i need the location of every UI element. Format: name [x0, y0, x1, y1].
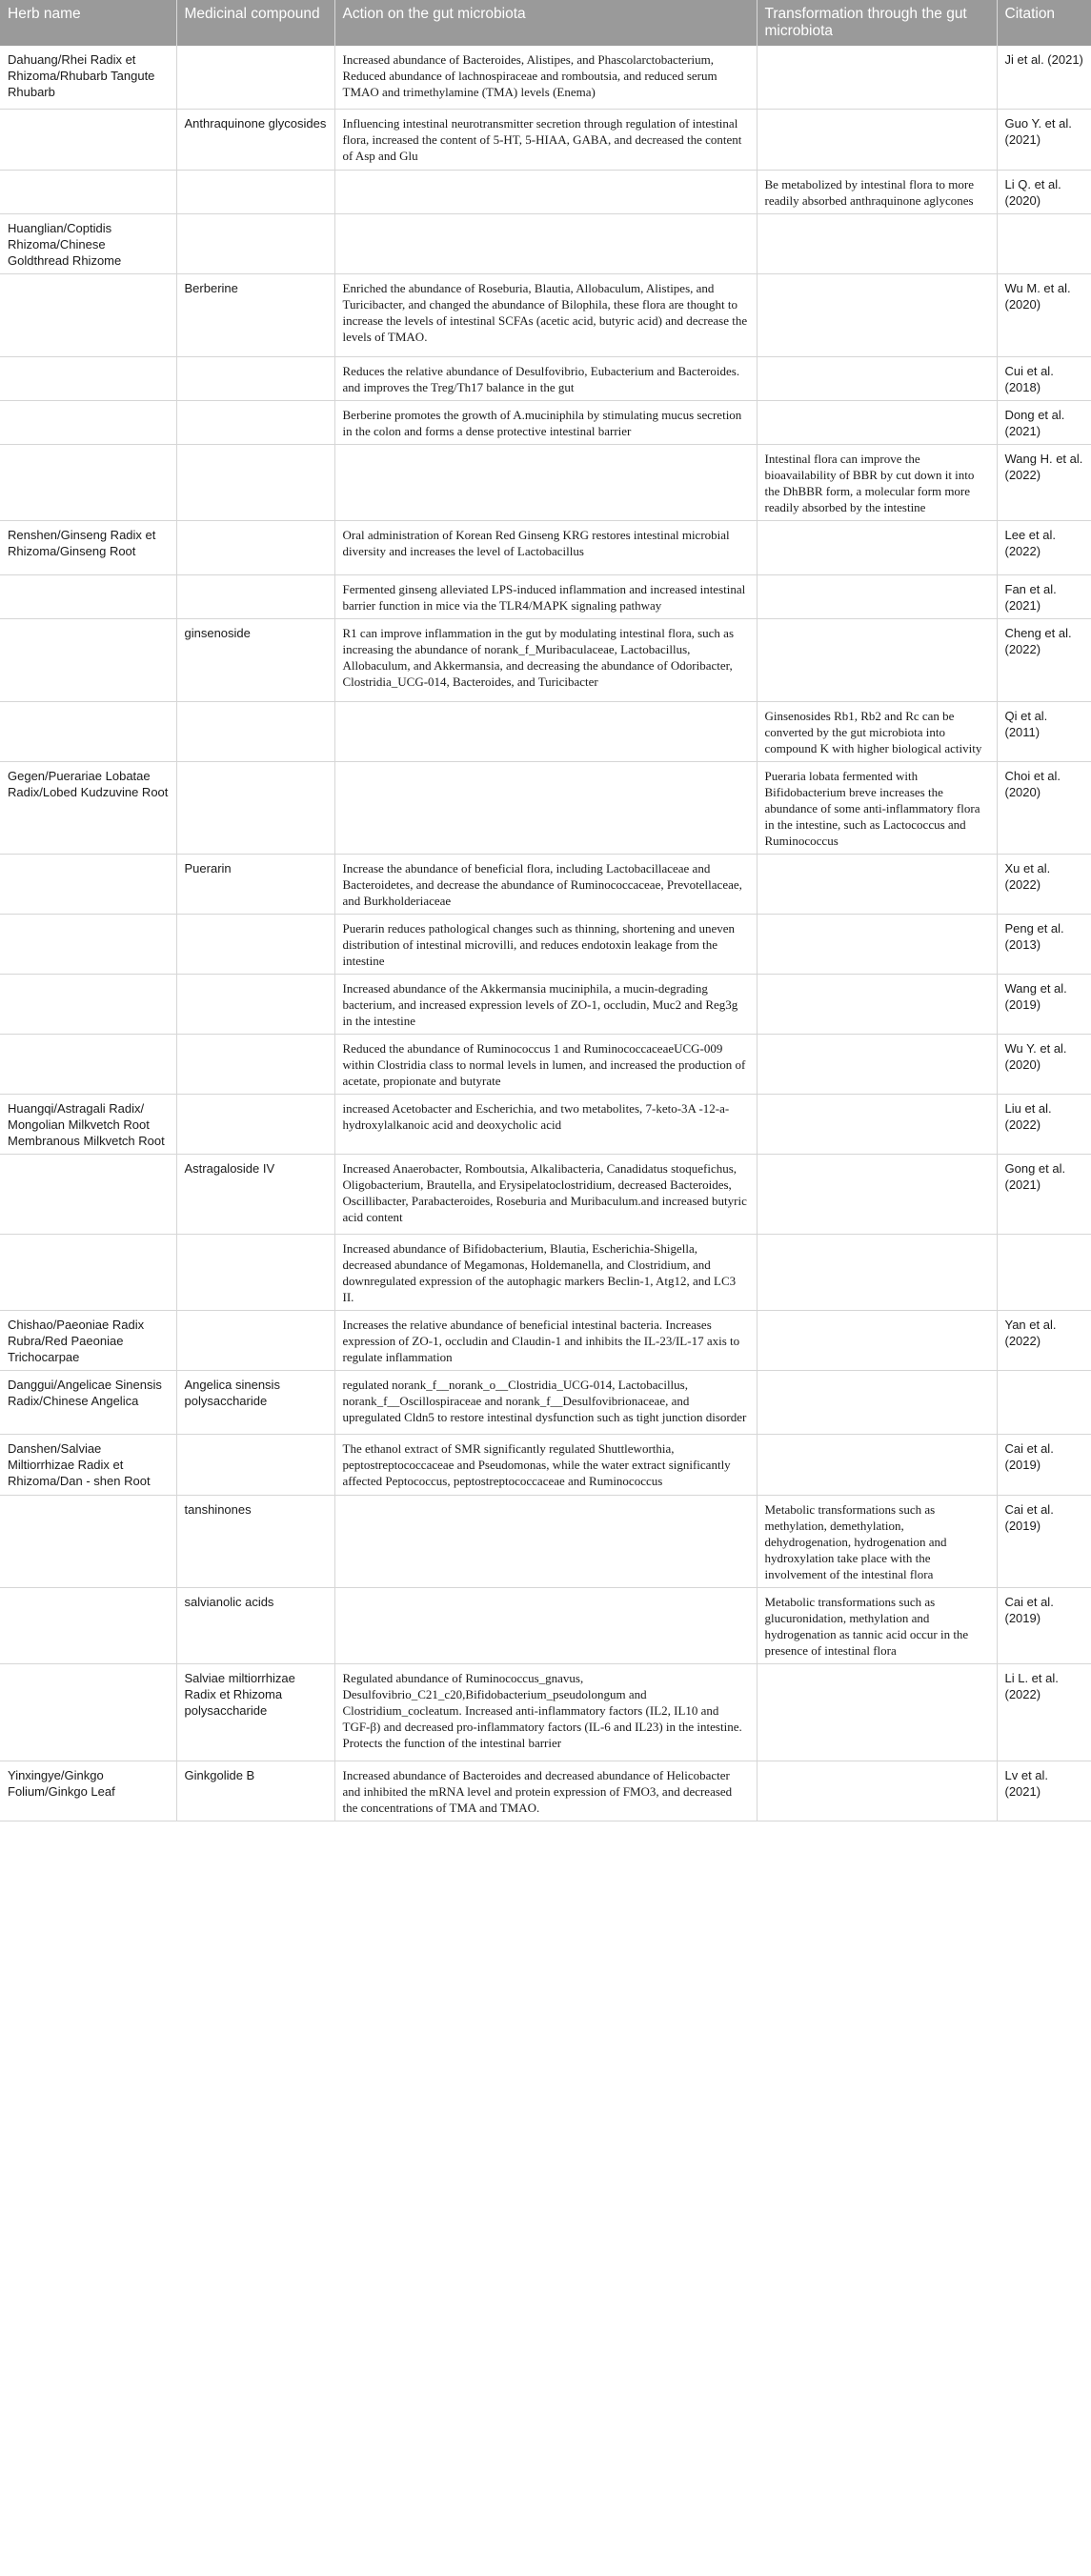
table-row — [0, 974, 1091, 1034]
citation-cell: Dong et al. (2021) — [997, 400, 1091, 444]
herb-cell — [0, 356, 176, 400]
compound-cell: ginsenoside — [176, 618, 334, 701]
action-cell: Increased abundance of Bacteroides, Alistipes, and Phascolarctobacterium, Reduced abundance of lachnospiraceae and romboutsia, and reduced serum TMAO and trimethylamine (TMA) levels (Enema) — [334, 46, 757, 109]
transformation-cell — [757, 854, 997, 914]
herb-cell — [0, 574, 176, 618]
table-row — [0, 213, 1091, 273]
compound-cell — [176, 356, 334, 400]
table-row — [0, 914, 1091, 974]
transformation-cell — [757, 1154, 997, 1234]
herb-cell: Renshen/Ginseng Radix et Rhizoma/Ginseng Root — [0, 520, 176, 574]
action-cell — [334, 444, 757, 520]
compound-cell — [176, 400, 334, 444]
table-row — [0, 1587, 1091, 1663]
herb-cell — [0, 1234, 176, 1310]
compound-cell: Astragaloside IV — [176, 1154, 334, 1234]
header-medicinal-compound: Medicinal compound — [176, 0, 334, 46]
herb-cell: Dahuang/Rhei Radix et Rhizoma/Rhubarb Tangute Rhubarb — [0, 46, 176, 109]
table-row — [0, 1310, 1091, 1370]
transformation-cell — [757, 1370, 997, 1434]
citation-cell: Cui et al. (2018) — [997, 356, 1091, 400]
citation-cell: Wu Y. et al. (2020) — [997, 1034, 1091, 1094]
transformation-cell — [757, 1310, 997, 1370]
action-cell: Increase the abundance of beneficial flora, including Lactobacillaceae and Bacteroidetes, and decrease the abundance of Ruminococcaceae, Prevotellaceae, and Burkholderiaceae — [334, 854, 757, 914]
citation-cell: Wu M. et al. (2020) — [997, 273, 1091, 356]
herb-cell: Yinxingye/Ginkgo Folium/Ginkgo Leaf — [0, 1761, 176, 1821]
action-cell: Puerarin reduces pathological changes such as thinning, shortening and uneven distribution of intestinal microvilli, and reduces endotoxin leakage from the intestine — [334, 914, 757, 974]
compound-cell: Anthraquinone glycosides — [176, 109, 334, 170]
action-cell — [334, 1587, 757, 1663]
compound-cell — [176, 761, 334, 854]
transformation-cell: Pueraria lobata fermented with Bifidobacterium breve increases the abundance of some anti-inflammatory flora in the intestine, such as Lactococcus and Ruminococcus — [757, 761, 997, 854]
herb-cell: Chishao/Paeoniae Radix Rubra/Red Paeoniae Trichocarpae — [0, 1310, 176, 1370]
action-cell — [334, 170, 757, 213]
herb-cell — [0, 109, 176, 170]
transformation-cell — [757, 213, 997, 273]
transformation-cell — [757, 109, 997, 170]
compound-cell: salvianolic acids — [176, 1587, 334, 1663]
transformation-cell: Ginsenosides Rb1, Rb2 and Rc can be converted by the gut microbiota into compound K with higher biological activity — [757, 701, 997, 761]
transformation-cell — [757, 520, 997, 574]
action-cell: Fermented ginseng alleviated LPS-induced inflammation and increased intestinal barrier function in mice via the TLR4/MAPK signaling pathway — [334, 574, 757, 618]
transformation-cell — [757, 574, 997, 618]
table-row — [0, 1495, 1091, 1587]
header-citation: Citation — [997, 0, 1091, 46]
herb-cell — [0, 170, 176, 213]
transformation-cell — [757, 1434, 997, 1495]
table-row — [0, 1434, 1091, 1495]
compound-cell — [176, 1034, 334, 1094]
transformation-cell — [757, 1663, 997, 1761]
compound-cell: Berberine — [176, 273, 334, 356]
compound-cell — [176, 574, 334, 618]
citation-cell: Cheng et al. (2022) — [997, 618, 1091, 701]
herb-cell — [0, 1154, 176, 1234]
action-cell: Increased abundance of Bacteroides and decreased abundance of Helicobacter and inhibited the mRNA level and protein expression of FMO3, and decreased the concentrations of TMA and TMAO. — [334, 1761, 757, 1821]
citation-cell: Cai et al. (2019) — [997, 1587, 1091, 1663]
action-cell: Oral administration of Korean Red Ginseng KRG restores intestinal microbial diversity and increases the level of Lactobacillus — [334, 520, 757, 574]
citation-cell: Fan et al. (2021) — [997, 574, 1091, 618]
citation-cell: Cai et al. (2019) — [997, 1434, 1091, 1495]
action-cell: R1 can improve inflammation in the gut by modulating intestinal flora, such as increasing the abundance of norank_f_Muribaculaceae, Lactobacillus, Allobaculum, and Akkermansia, and decreasing the abundance of Odoribacter, Clostridia_UCG-014, Bacteroides, and Turicibacter — [334, 618, 757, 701]
herb-cell: Danggui/Angelicae Sinensis Radix/Chinese Angelica — [0, 1370, 176, 1434]
table-row — [0, 1094, 1091, 1154]
table-row — [0, 273, 1091, 356]
header-action: Action on the gut microbiota — [334, 0, 757, 46]
transformation-cell — [757, 356, 997, 400]
citation-cell: Ji et al. (2021) — [997, 46, 1091, 109]
herb-cell: Gegen/Puerariae Lobatae Radix/Lobed Kudzuvine Root — [0, 761, 176, 854]
action-cell: Enriched the abundance of Roseburia, Blautia, Allobaculum, Alistipes, and Turicibacter, and changed the abundance of Bilophila, these flora are thought to increase the levels of intestinal SCFAs (acetic acid, butyric acid) and decrease the levels of TMAO. — [334, 273, 757, 356]
transformation-cell — [757, 1234, 997, 1310]
citation-cell: Yan et al. (2022) — [997, 1310, 1091, 1370]
citation-cell — [997, 213, 1091, 273]
citation-cell: Li L. et al. (2022) — [997, 1663, 1091, 1761]
herb-cell — [0, 1034, 176, 1094]
herb-cell — [0, 914, 176, 974]
action-cell: Increases the relative abundance of beneficial intestinal bacteria. Increases expression of ZO-1, occludin and Claudin-1 and inhibits the IL-23/IL-17 axis to regulate inflammation — [334, 1310, 757, 1370]
compound-cell — [176, 1434, 334, 1495]
table-row — [0, 761, 1091, 854]
herb-cell — [0, 273, 176, 356]
action-cell: regulated norank_f__norank_o__Clostridia_UCG-014, Lactobacillus, norank_f__Oscillospiraceae and norank_f__Desulfovibrionaceae, and upregulated Cldn5 to restore intestinal dysfunction such as tight junction disorder — [334, 1370, 757, 1434]
citation-cell: Wang et al. (2019) — [997, 974, 1091, 1034]
citation-cell: Gong et al. (2021) — [997, 1154, 1091, 1234]
compound-cell — [176, 974, 334, 1034]
action-cell: Influencing intestinal neurotransmitter secretion through regulation of intestinal flora, increased the content of 5-HT, 5-HIAA, GABA, and decreased the content of Asp and Glu — [334, 109, 757, 170]
transformation-cell — [757, 618, 997, 701]
citation-cell: Qi et al. (2011) — [997, 701, 1091, 761]
table-row — [0, 1234, 1091, 1310]
table-row — [0, 520, 1091, 574]
herb-cell — [0, 1663, 176, 1761]
citation-cell — [997, 1370, 1091, 1434]
citation-cell: Wang H. et al. (2022) — [997, 444, 1091, 520]
herb-cell: Huanglian/Coptidis Rhizoma/Chinese Goldthread Rhizome — [0, 213, 176, 273]
herb-cell: Huangqi/Astragali Radix/ Mongolian Milkvetch Root Membranous Milkvetch Root — [0, 1094, 176, 1154]
herb-cell — [0, 974, 176, 1034]
table-row — [0, 854, 1091, 914]
table-row — [0, 701, 1091, 761]
herb-cell — [0, 1495, 176, 1587]
action-cell — [334, 213, 757, 273]
action-cell — [334, 761, 757, 854]
herb-cell — [0, 854, 176, 914]
transformation-cell: Be metabolized by intestinal flora to more readily absorbed anthraquinone aglycones — [757, 170, 997, 213]
herb-cell: Danshen/Salviae Miltiorrhizae Radix et Rhizoma/Dan - shen Root — [0, 1434, 176, 1495]
transformation-cell — [757, 400, 997, 444]
table-row — [0, 46, 1091, 109]
table-row — [0, 1154, 1091, 1234]
transformation-cell — [757, 273, 997, 356]
herb-cell — [0, 618, 176, 701]
compound-cell — [176, 444, 334, 520]
citation-cell: Lee et al. (2022) — [997, 520, 1091, 574]
table-row — [0, 1761, 1091, 1821]
table-row — [0, 1034, 1091, 1094]
table-row — [0, 1370, 1091, 1434]
compound-cell: Ginkgolide B — [176, 1761, 334, 1821]
compound-cell — [176, 701, 334, 761]
transformation-cell: Metabolic transformations such as glucuronidation, methylation and hydrogenation as tannic acid occur in the presence of intestinal flora — [757, 1587, 997, 1663]
table-row — [0, 574, 1091, 618]
action-cell: Reduces the relative abundance of Desulfovibrio, Eubacterium and Bacteroides. and improves the Treg/Th17 balance in the gut — [334, 356, 757, 400]
transformation-cell — [757, 46, 997, 109]
herb-cell — [0, 400, 176, 444]
compound-cell — [176, 46, 334, 109]
compound-cell: Puerarin — [176, 854, 334, 914]
table-row — [0, 1663, 1091, 1761]
table-row — [0, 356, 1091, 400]
citation-cell: Liu et al. (2022) — [997, 1094, 1091, 1154]
action-cell: Berberine promotes the growth of A.muciniphila by stimulating mucus secretion in the colon and forms a dense protective intestinal barrier — [334, 400, 757, 444]
compound-cell — [176, 520, 334, 574]
compound-cell — [176, 914, 334, 974]
citation-cell: Guo Y. et al. (2021) — [997, 109, 1091, 170]
transformation-cell — [757, 914, 997, 974]
compound-cell — [176, 1234, 334, 1310]
citation-cell: Li Q. et al. (2020) — [997, 170, 1091, 213]
action-cell: Regulated abundance of Ruminococcus_gnavus, Desulfovibrio_C21_c20,Bifidobacterium_pseudolongum and Clostridium_cocleatum. Increased anti-inflammatory factors (IL2, IL10 and TGF-β) and decreased pro-inflammatory factors (IL-6 and IL23) in the intestine. Protects the function of the intestinal barrier — [334, 1663, 757, 1761]
compound-cell: Angelica sinensis polysaccharide — [176, 1370, 334, 1434]
action-cell: Reduced the abundance of Ruminococcus 1 and RuminococcaceaeUCG-009 within Clostridia class to normal levels in lumen, and increased the production of acetate, propionate and butyrate — [334, 1034, 757, 1094]
action-cell — [334, 701, 757, 761]
table-row — [0, 170, 1091, 213]
header-transformation: Transformation through the gut microbiota — [757, 0, 997, 46]
citation-cell: Choi et al. (2020) — [997, 761, 1091, 854]
transformation-cell: Intestinal flora can improve the bioavailability of BBR by cut down it into the DhBBR form, a molecular form more readily absorbed by the intestine — [757, 444, 997, 520]
table-row — [0, 444, 1091, 520]
citation-cell: Xu et al. (2022) — [997, 854, 1091, 914]
header-row — [0, 0, 1091, 46]
citation-cell: Lv et al. (2021) — [997, 1761, 1091, 1821]
transformation-cell — [757, 974, 997, 1034]
citation-cell: Cai et al. (2019) — [997, 1495, 1091, 1587]
compound-cell: tanshinones — [176, 1495, 334, 1587]
compound-cell — [176, 170, 334, 213]
header-herb-name: Herb name — [0, 0, 176, 46]
action-cell: The ethanol extract of SMR significantly regulated Shuttleworthia, peptostreptococcaceae and Pseudomonas, while the water extract significantly affected Peptococcus, peptostreptococcaceae and Ruminococcus — [334, 1434, 757, 1495]
transformation-cell: Metabolic transformations such as methylation, demethylation, dehydrogenation, hydrogenation and hydroxylation take place with the involvement of the intestinal flora — [757, 1495, 997, 1587]
herb-cell — [0, 1587, 176, 1663]
transformation-cell — [757, 1761, 997, 1821]
compound-cell — [176, 1094, 334, 1154]
citation-cell: Peng et al. (2013) — [997, 914, 1091, 974]
table-row — [0, 618, 1091, 701]
action-cell: Increased Anaerobacter, Romboutsia, Alkalibacteria, Canadidatus stoquefichus, Oligobacterium, Brautella, and Erysipelatoclostridium, decreased Bacteroides, Oscillibacter, Parabacteroides, Roseburia and Muribaculum.and increased butyric acid content — [334, 1154, 757, 1234]
table-row — [0, 400, 1091, 444]
compound-cell — [176, 213, 334, 273]
transformation-cell — [757, 1034, 997, 1094]
action-cell — [334, 1495, 757, 1587]
citation-cell — [997, 1234, 1091, 1310]
action-cell: increased Acetobacter and Escherichia, and two metabolites, 7-keto-3A -12-a-hydroxylalkanoic acid and deoxycholic acid — [334, 1094, 757, 1154]
action-cell: Increased abundance of Bifidobacterium, Blautia, Escherichia-Shigella, decreased abundance of Megamonas, Holdemanella, and Clostridium, and downregulated expression of the autophagic markers Beclin-1, Atg12, and LC3 II. — [334, 1234, 757, 1310]
transformation-cell — [757, 1094, 997, 1154]
action-cell: Increased abundance of the Akkermansia muciniphila, a mucin-degrading bacterium, and increased expression levels of ZO-1, occludin, Muc2 and Reg3g in the intestine — [334, 974, 757, 1034]
table-row — [0, 109, 1091, 170]
compound-cell — [176, 1310, 334, 1370]
herb-cell — [0, 701, 176, 761]
compound-cell: Salviae miltiorrhizae Radix et Rhizoma polysaccharide — [176, 1663, 334, 1761]
herb-cell — [0, 444, 176, 520]
